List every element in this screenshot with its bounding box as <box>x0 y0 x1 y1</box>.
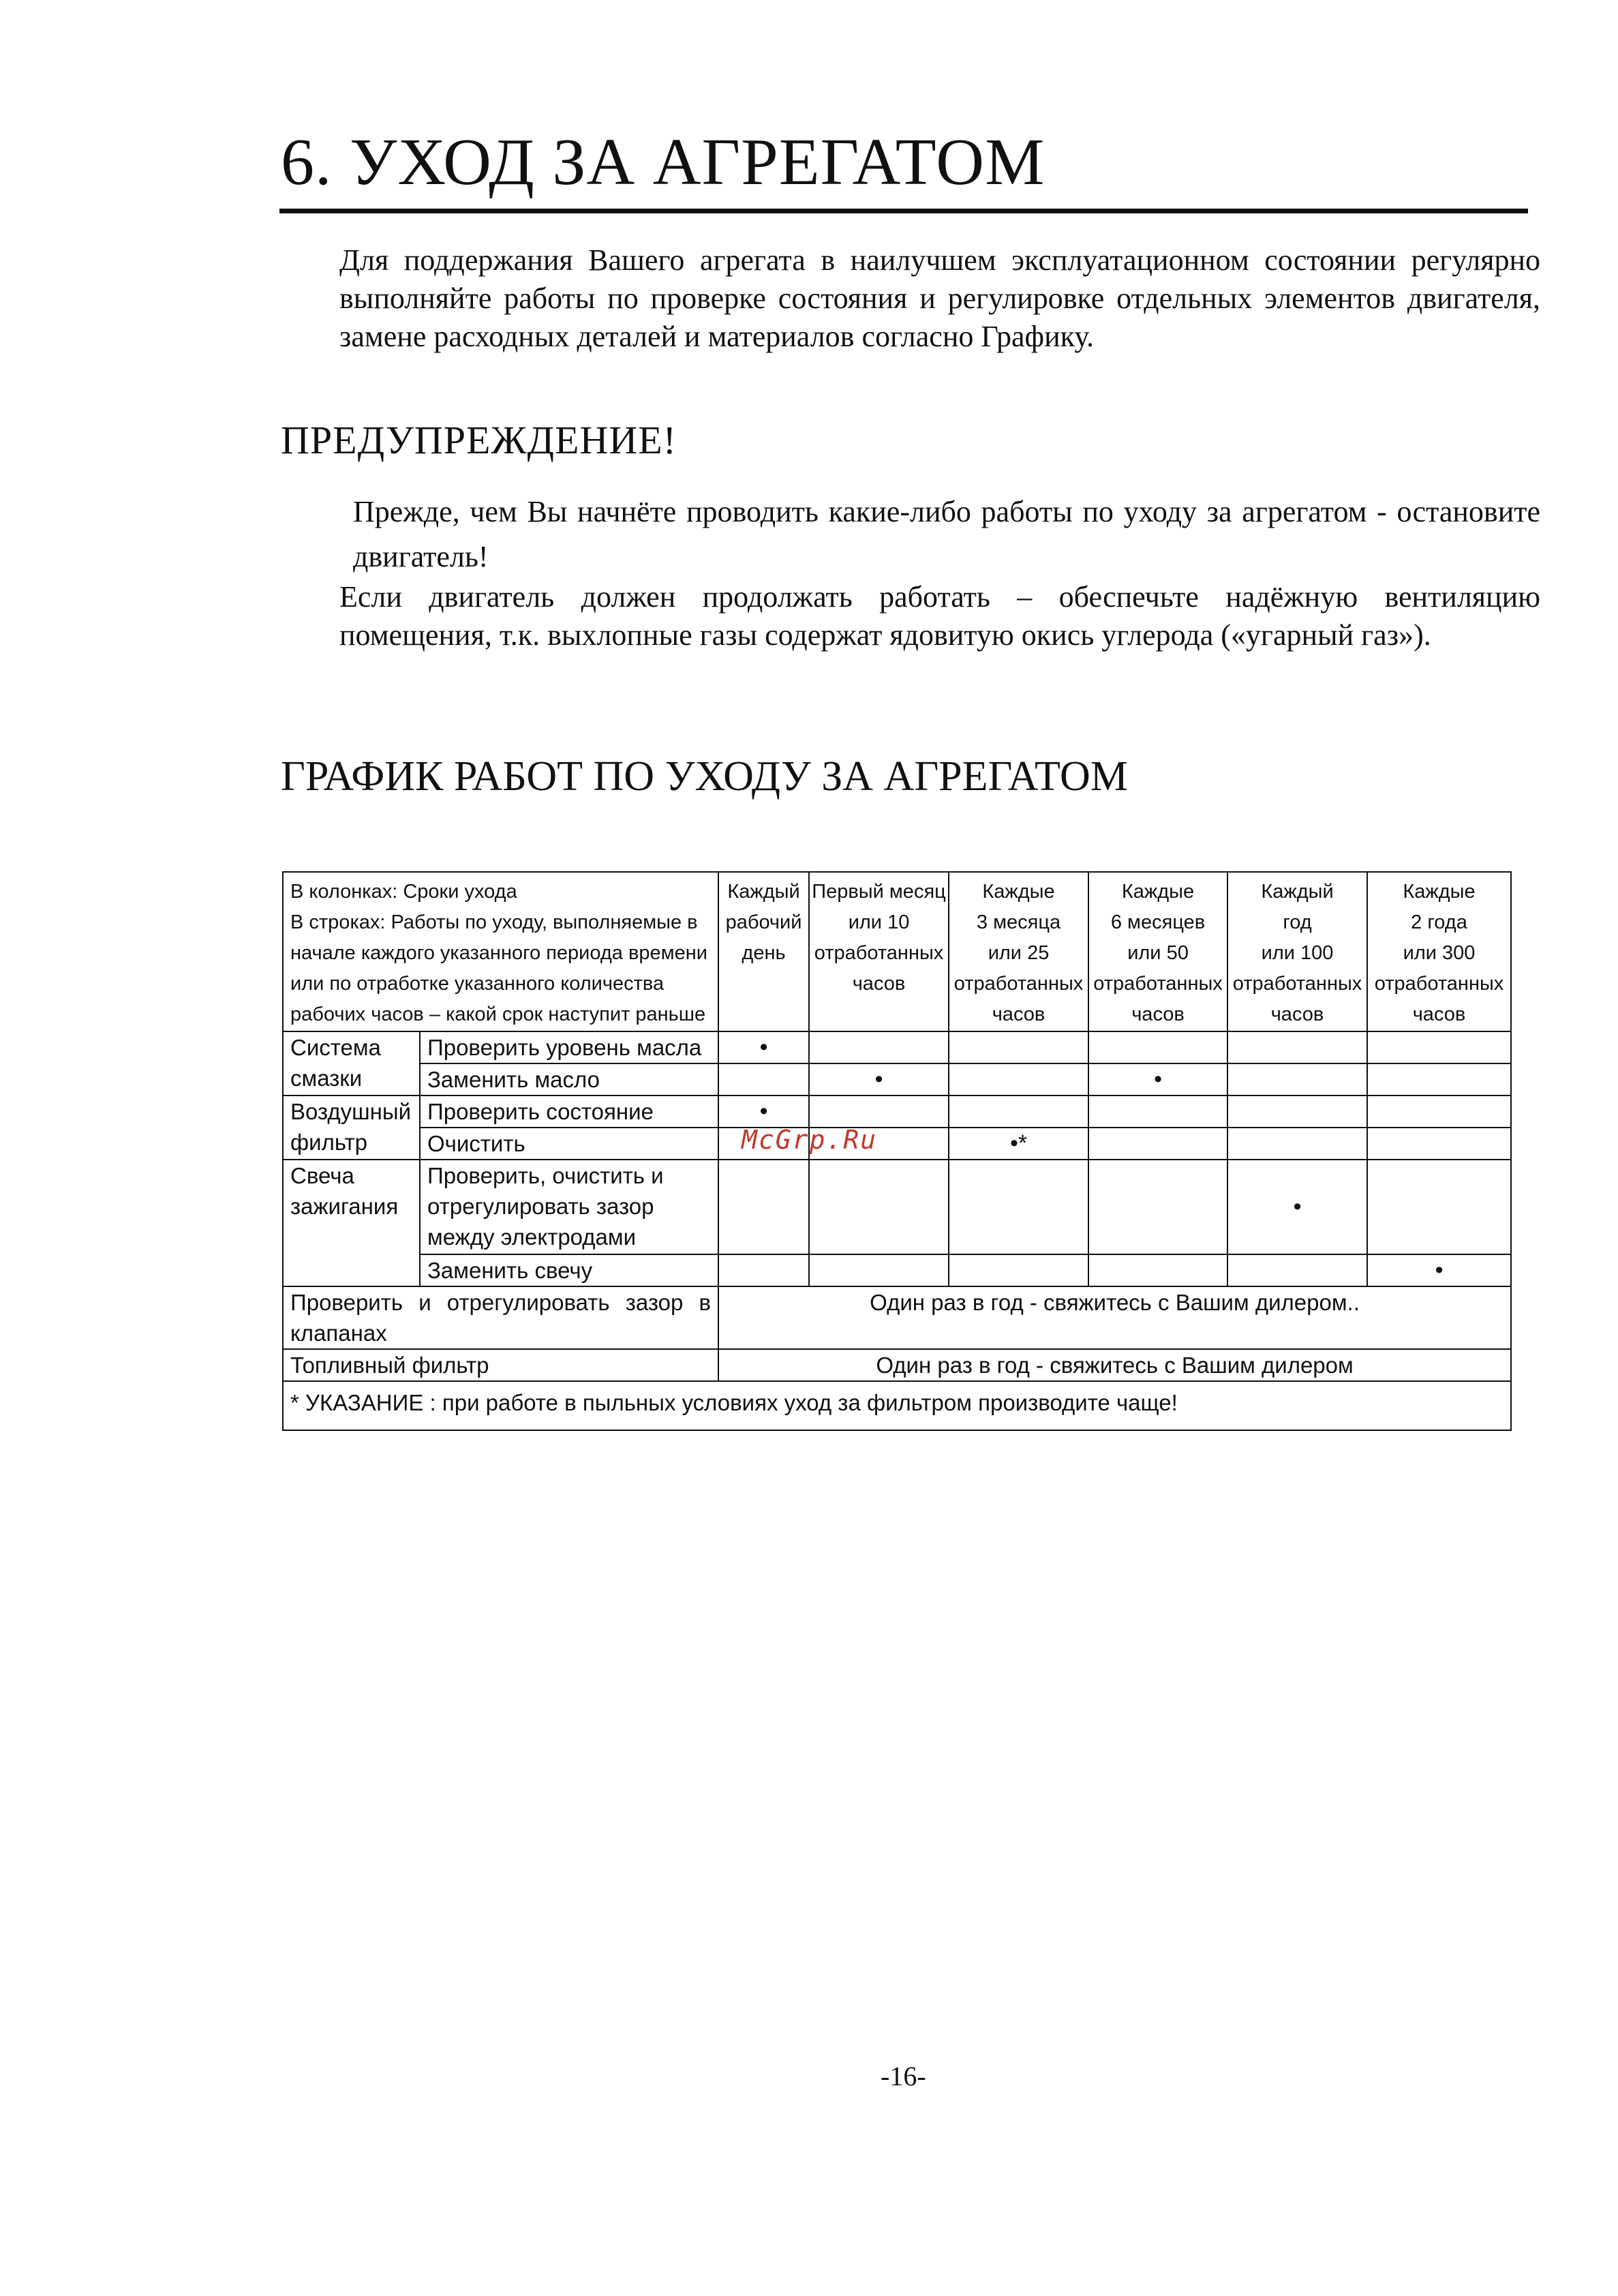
column-header-line: или 300 <box>1403 942 1476 964</box>
table-row <box>283 1128 1511 1160</box>
column-header-daily <box>718 872 809 1031</box>
mark-cell <box>718 1063 809 1096</box>
column-header-line: Каждый <box>1261 881 1334 903</box>
warning-text-stop-engine: Прежде, чем Вы начнёте проводить какие-либо работы по уходу за агрегатом - остановите двигатель! <box>353 495 1540 573</box>
group-label-line: фильтр <box>290 1130 367 1155</box>
mark-cell <box>1088 1031 1227 1063</box>
fuel-filter-dealer-note: Один раз в год - свяжитесь с Вашим дилером <box>718 1349 1511 1381</box>
table-row <box>283 1254 1511 1286</box>
mark-cell <box>809 1031 949 1063</box>
mark-cell <box>1227 1096 1367 1128</box>
task-line: клапанах <box>290 1320 387 1346</box>
group-label-line: Свеча <box>290 1163 354 1188</box>
group-air-filter <box>283 1096 420 1160</box>
warning-heading: ПРЕДУПРЕЖДЕНИЕ! <box>281 418 677 462</box>
table-row <box>283 1096 1511 1128</box>
mark-cell <box>1367 1128 1511 1160</box>
group-label-line: Система <box>290 1035 381 1060</box>
mark-cell <box>1088 1254 1227 1286</box>
mark-cell <box>718 1160 809 1254</box>
column-header-line: 6 месяцев <box>1110 911 1206 933</box>
mark-cell <box>1227 1031 1367 1063</box>
table-corner-cell <box>283 872 718 1031</box>
schedule-heading: ГРАФИК РАБОТ ПО УХОДУ ЗА АГРЕГАТОМ <box>281 753 1128 800</box>
task-check-clean-adjust-gap <box>420 1160 718 1254</box>
corner-line: В колонках: Сроки ухода <box>290 881 517 903</box>
table-row-footnote <box>283 1381 1511 1430</box>
task-change-oil: Заменить масло <box>420 1063 718 1096</box>
table-row <box>283 1031 1511 1063</box>
mark-cell <box>718 1254 809 1286</box>
table-row <box>283 1063 1511 1096</box>
mark-cell: • <box>718 1096 809 1128</box>
mark-cell <box>1088 1096 1227 1128</box>
column-header-line: Каждые <box>1121 881 1195 903</box>
column-header-3-months <box>949 872 1088 1031</box>
corner-line: начале каждого указанного периода времени <box>290 942 707 964</box>
group-label-line: зажигания <box>290 1194 399 1219</box>
mark-cell: • <box>809 1063 949 1096</box>
task-line: Проверить, очистить и <box>427 1163 664 1188</box>
watermark: McGrp.Ru <box>742 1125 878 1155</box>
mark-cell <box>1367 1031 1511 1063</box>
column-header-line: отработанных <box>1093 973 1223 995</box>
column-header-line: часов <box>992 1003 1045 1025</box>
column-header-line: Каждые <box>982 881 1055 903</box>
corner-line: рабочих часов – какой срок наступит раньше <box>290 1003 706 1025</box>
column-header-line: Каждый <box>727 881 800 903</box>
column-header-line: или 100 <box>1261 942 1334 964</box>
mark-cell <box>809 1096 949 1128</box>
table-header-row <box>283 872 1511 1031</box>
mark-cell <box>809 1254 949 1286</box>
mark-cell: • <box>1367 1254 1511 1286</box>
table-row-fuel-filter <box>283 1349 1511 1381</box>
mark-cell: • <box>1088 1063 1227 1096</box>
column-header-line: или 25 <box>988 942 1050 964</box>
task-line: Проверить и отрегулировать зазор в <box>290 1290 712 1315</box>
column-header-line: часов <box>1270 1003 1324 1025</box>
column-header-first-month <box>809 872 949 1031</box>
mark-cell: • <box>718 1031 809 1063</box>
task-valve-clearance <box>283 1286 718 1349</box>
task-line: отрегулировать зазор <box>427 1194 654 1219</box>
column-header-line: день <box>742 942 786 964</box>
table-row <box>283 1160 1511 1254</box>
column-header-line: или 50 <box>1127 942 1189 964</box>
mark-cell <box>949 1254 1088 1286</box>
column-header-line: год <box>1283 911 1312 933</box>
warning-text-ventilation: Если двигатель должен продолжать работать – обеспечьте надёжную вентиляцию помещения, т.к. выхлопные газы содержат ядовитую окись углерода («угарный газ»). <box>339 580 1540 652</box>
group-spark-plug <box>283 1160 420 1286</box>
task-line: между электродами <box>427 1224 637 1250</box>
group-label-line: смазки <box>290 1066 363 1091</box>
page-title: 6. УХОД ЗА АГРЕГАТОМ <box>281 125 1045 199</box>
task-clean: Очистить <box>420 1128 718 1160</box>
mark-cell <box>1227 1128 1367 1160</box>
mark-cell <box>1367 1160 1511 1254</box>
column-header-line: Каждые <box>1403 881 1476 903</box>
column-header-line: часов <box>1412 1003 1466 1025</box>
column-header-line: или 10 <box>848 911 910 933</box>
column-header-line: 2 года <box>1411 911 1467 933</box>
column-header-6-months <box>1088 872 1227 1031</box>
mark-cell <box>1227 1063 1367 1096</box>
table-footnote: * УКАЗАНИЕ : при работе в пыльных условиях уход за фильтром производите чаще! <box>283 1381 1511 1430</box>
mark-cell: • <box>1227 1160 1367 1254</box>
column-header-line: часов <box>852 973 906 995</box>
mark-cell: •* <box>949 1128 1088 1160</box>
task-check-condition: Проверить состояние <box>420 1096 718 1128</box>
task-fuel-filter: Топливный фильтр <box>283 1349 718 1381</box>
task-check-oil-level: Проверить уровень масла <box>420 1031 718 1063</box>
mark-cell <box>949 1160 1088 1254</box>
column-header-line: Первый месяц <box>812 881 946 903</box>
mark-cell <box>949 1063 1088 1096</box>
table-row-valves <box>283 1286 1511 1349</box>
column-header-line: отработанных <box>1232 973 1362 995</box>
group-label-line: Воздушный <box>290 1099 412 1124</box>
corner-line: или по отработке указанного количества <box>290 973 665 995</box>
column-header-line: часов <box>1131 1003 1185 1025</box>
mark-cell <box>1088 1160 1227 1254</box>
column-header-line: отработанных <box>953 973 1084 995</box>
mark-cell <box>1367 1096 1511 1128</box>
column-header-line: рабочий <box>725 911 802 933</box>
mark-cell <box>1227 1254 1367 1286</box>
column-header-line: 3 месяца <box>976 911 1061 933</box>
valves-dealer-note: Один раз в год - свяжитесь с Вашим дилером.. <box>718 1286 1511 1349</box>
mark-cell <box>1088 1128 1227 1160</box>
mark-cell <box>1367 1063 1511 1096</box>
corner-line: В строках: Работы по уходу, выполняемые в <box>290 911 698 933</box>
group-lubrication <box>283 1031 420 1096</box>
maintenance-schedule-table <box>282 871 1512 1431</box>
page-number: -16- <box>881 2061 926 2091</box>
intro-paragraph: Для поддержания Вашего агрегата в наилучшем эксплуатационном состоянии регулярно выполняйте работы по проверке состояния и регулировке отдельных элементов двигателя, замене расходных деталей и материалов согласно Графику. <box>339 243 1540 353</box>
task-replace-spark-plug: Заменить свечу <box>420 1254 718 1286</box>
column-header-yearly <box>1227 872 1367 1031</box>
column-header-2-years <box>1367 872 1511 1031</box>
column-header-line: отработанных <box>1374 973 1504 995</box>
column-header-line: отработанных <box>814 942 944 964</box>
mark-cell <box>949 1096 1088 1128</box>
mark-cell <box>809 1160 949 1254</box>
title-rule <box>279 209 1528 213</box>
mark-cell <box>949 1031 1088 1063</box>
